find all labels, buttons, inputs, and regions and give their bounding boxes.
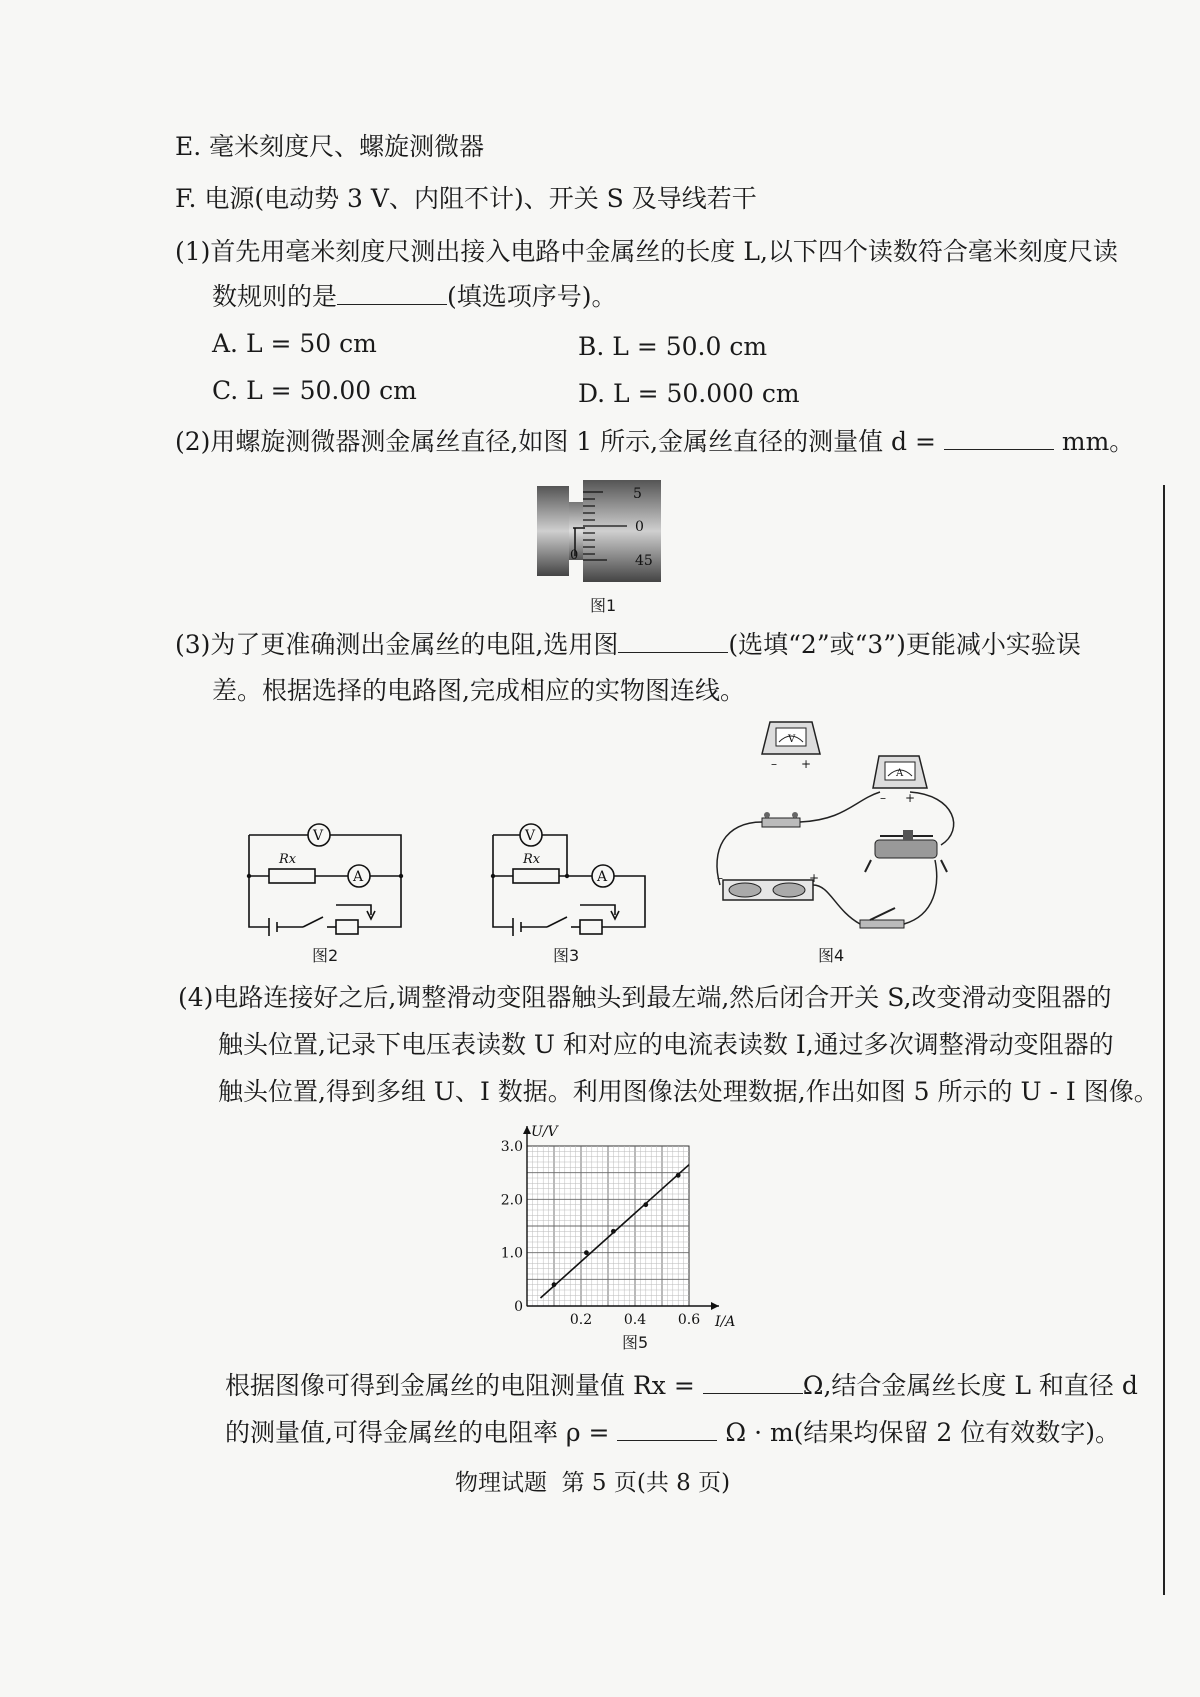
fig3-circuit: [487, 815, 657, 940]
svg-text:+: +: [809, 871, 820, 885]
x-tick-label: 0.4: [623, 1312, 647, 1328]
y-tick-label: 2.0: [500, 1192, 523, 1209]
y-tick-label: 0: [514, 1299, 523, 1315]
voltmeter-device: [762, 722, 820, 771]
fig5-caption: 图5: [622, 1333, 649, 1352]
battery-pack: [717, 871, 819, 900]
svg-text:–: –: [880, 791, 886, 805]
y-tick-label: 3.0: [500, 1139, 523, 1155]
y-axis-label: U/V: [531, 1124, 558, 1140]
data-point: [584, 1250, 589, 1255]
q2-answer-blank[interactable]: [944, 427, 1054, 450]
q4-text-4a: 根据图像可得到金属丝的电阻测量值 Rx =: [225, 1371, 695, 1400]
item-e: E. 毫米刻度尺、螺旋测微器: [175, 132, 485, 161]
fig2-meter-a: A: [353, 869, 364, 885]
rx-answer-blank[interactable]: [703, 1371, 803, 1394]
x-tick-label: 0.2: [569, 1312, 593, 1328]
fig4-ammeter-label: A: [896, 768, 904, 779]
micrometer-anvil: [537, 486, 569, 576]
rx-wire-holder: [762, 812, 800, 827]
q1-line2: [212, 282, 617, 312]
q1-option-a: A. L = 50 cm: [212, 329, 377, 358]
q4-line1: (4)电路连接好之后,调整滑动变阻器触头到最左端,然后闭合开关 S,改变滑动变阻器的: [178, 983, 1112, 1012]
q1-line1: (1)首先用毫米刻度尺测出接入电路中金属丝的长度 L,以下四个读数符合毫米刻度尺读: [175, 237, 1118, 266]
q4-text-5a: 的测量值,可得金属丝的电阻率 ρ =: [225, 1418, 610, 1447]
fig2-caption: 图2: [312, 946, 339, 965]
data-point: [676, 1173, 681, 1178]
svg-text:+: +: [905, 791, 916, 805]
fig4-caption: 图4: [818, 946, 845, 965]
q1-answer-blank[interactable]: [337, 282, 447, 305]
q4-line4: [225, 1371, 1138, 1401]
svg-text:+: +: [801, 757, 812, 771]
fig5-ui-chart: [495, 1118, 745, 1336]
x-tick-label: 0.6: [677, 1312, 701, 1328]
q2-line: [175, 427, 1134, 457]
y-tick-label: 1.0: [500, 1245, 523, 1262]
q4-text-5b: Ω · m(结果均保留 2 位有效数字)。: [725, 1418, 1120, 1447]
item-f: F. 电源(电动势 3 V、内阻不计)、开关 S 及导线若干: [175, 184, 757, 213]
y-axis-arrow: [523, 1126, 531, 1134]
fig2-circuit: [243, 815, 413, 940]
scale-label-5: 5: [633, 486, 642, 502]
margin-rule: [1163, 485, 1165, 1595]
q4-line3: 触头位置,得到多组 U、I 数据。利用图像法处理数据,作出如图 5 所示的 U - I 图像。: [218, 1077, 1159, 1106]
fig4-apparatus: [705, 710, 965, 945]
ammeter-device: [873, 756, 927, 805]
q2-text-b: mm。: [1061, 427, 1135, 456]
q4-text-4b: Ω,结合金属丝长度 L 和直径 d: [802, 1371, 1138, 1400]
q1-text-b: (填选项序号)。: [447, 282, 617, 311]
fig4-voltmeter-label: V: [788, 734, 796, 745]
q1-option-b: B. L = 50.0 cm: [578, 332, 768, 361]
sleeve-zero-label: 0: [570, 548, 579, 563]
q3-text-a: (3)为了更准确测出金属丝的电阻,选用图: [175, 630, 619, 659]
svg-text:–: –: [717, 871, 723, 885]
q1-option-d: D. L = 50.000 cm: [578, 379, 800, 408]
fig1-caption: 图1: [590, 596, 617, 615]
q3-answer-blank[interactable]: [618, 630, 728, 653]
fig3-caption: 图3: [553, 946, 580, 965]
data-point: [552, 1282, 557, 1287]
q3-line2: 差。根据选择的电路图,完成相应的实物图连线。: [212, 676, 745, 705]
q4-line5: [225, 1418, 1120, 1448]
q3-line1: [175, 630, 1081, 660]
fig2-meter-v: V: [313, 828, 324, 844]
q1-option-c: C. L = 50.00 cm: [212, 376, 417, 405]
fig1-micrometer: [535, 478, 675, 588]
q3-text-b: (选填“2”或“3”)更能减小实验误: [728, 630, 1081, 659]
q4-line2: 触头位置,记录下电压表读数 U 和对应的电流表读数 I,通过多次调整滑动变阻器的: [218, 1030, 1114, 1059]
fig2-resistor-label: Rx: [279, 852, 297, 867]
rheostat-device: [865, 830, 947, 872]
q1-text-a: 数规则的是: [212, 282, 338, 311]
rho-answer-blank[interactable]: [617, 1418, 717, 1441]
fig3-resistor-label: Rx: [523, 852, 541, 867]
switch-device: [860, 908, 904, 928]
x-axis-arrow: [711, 1302, 719, 1310]
data-point: [643, 1202, 648, 1207]
data-point: [611, 1229, 616, 1234]
scale-label-0: 0: [635, 519, 644, 535]
fig3-meter-v: V: [525, 828, 536, 844]
scale-label-45: 45: [635, 553, 653, 569]
fig3-meter-a: A: [597, 869, 608, 885]
svg-text:–: –: [771, 757, 777, 771]
q2-text-a: (2)用螺旋测微器测金属丝直径,如图 1 所示,金属丝直径的测量值 d =: [175, 427, 936, 456]
page-footer: 物理试题 第 5 页(共 8 页): [455, 1470, 731, 1496]
x-axis-label: I/A: [715, 1314, 736, 1330]
